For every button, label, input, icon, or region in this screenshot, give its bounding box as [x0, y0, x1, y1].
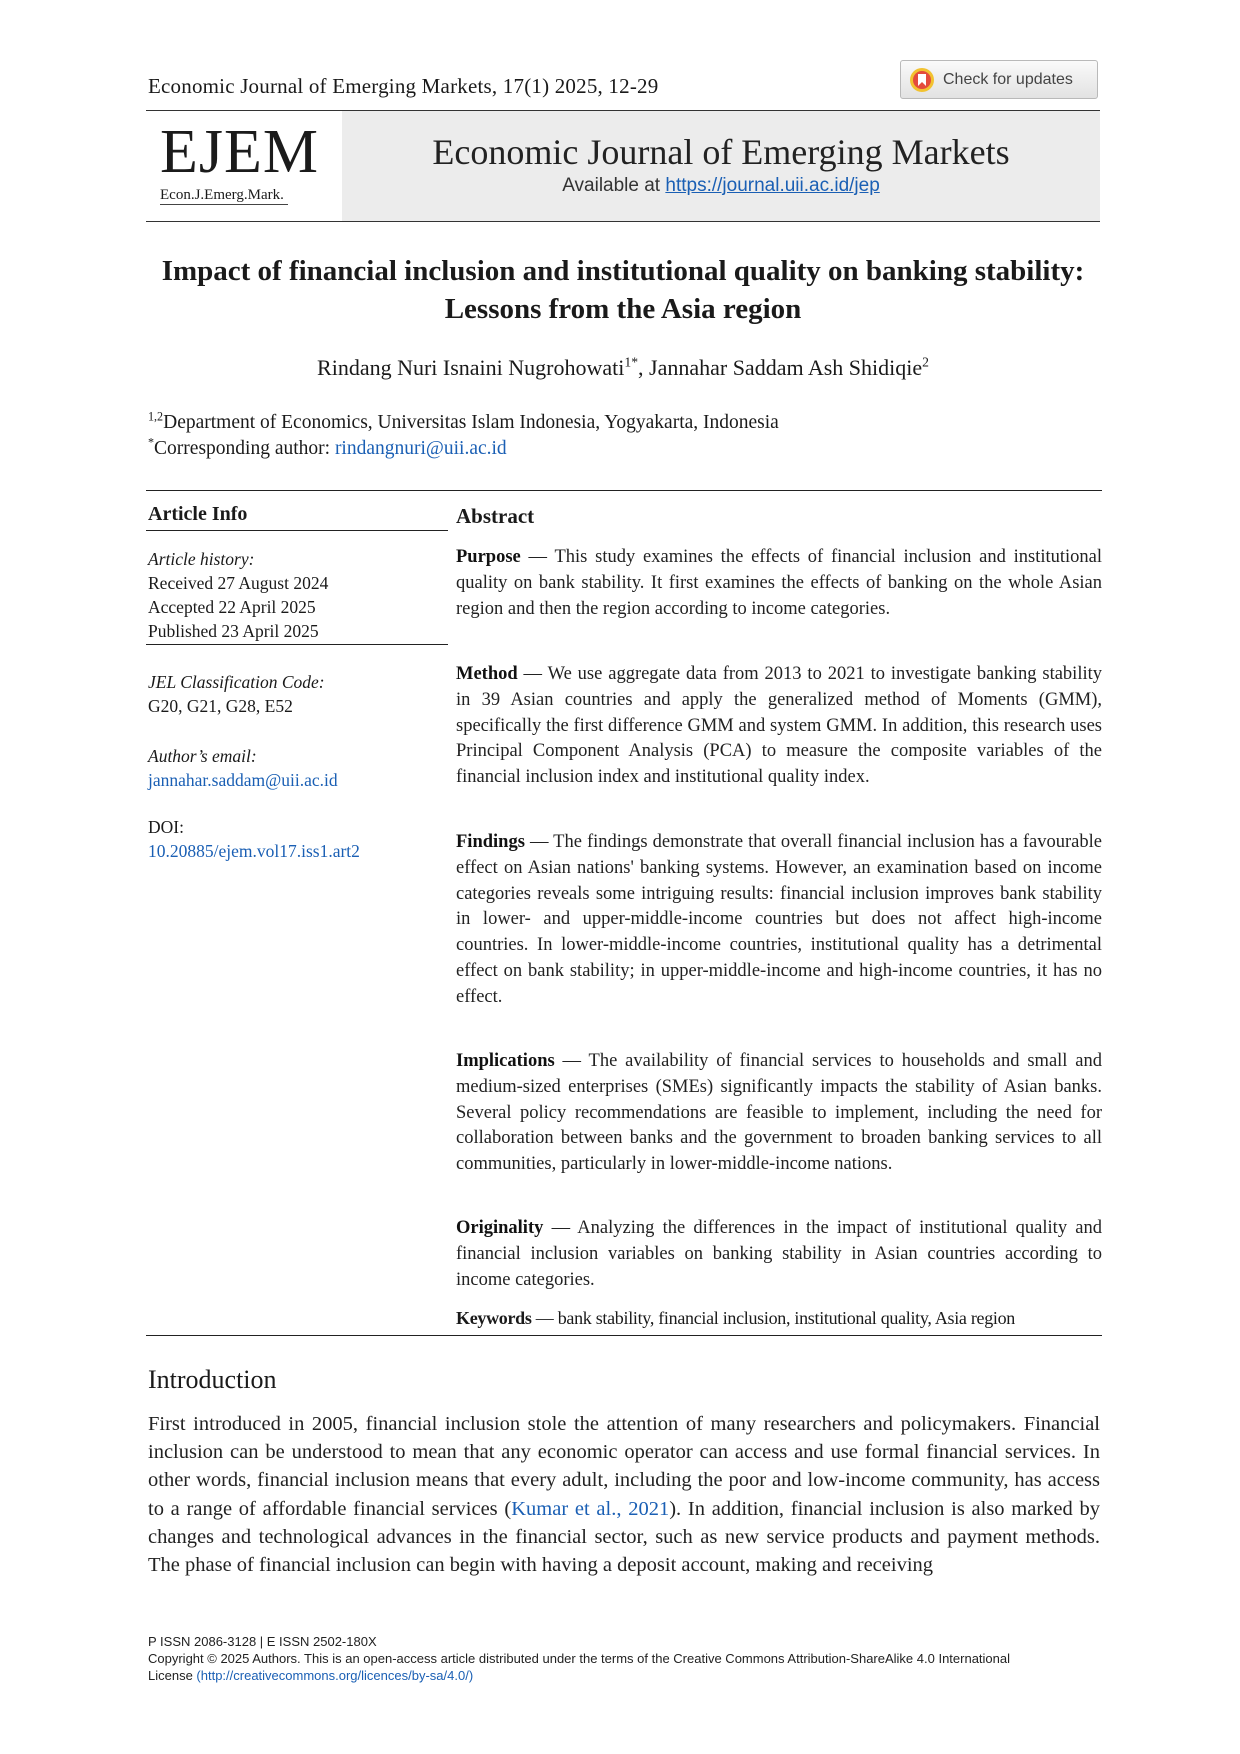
published-date: Published 23 April 2025: [148, 621, 319, 641]
logo-subtitle: Econ.J.Emerg.Mark.: [160, 187, 288, 205]
issn-line: P ISSN 2086-3128 | E ISSN 2502-180X: [148, 1634, 377, 1649]
author-list: [146, 355, 1100, 381]
available-label: Available at: [562, 175, 661, 196]
author-name: Rindang Nuri Isnaini Nugrohowati: [317, 355, 625, 380]
corresponding-email-link[interactable]: rindangnuri@uii.ac.id: [334, 438, 507, 459]
license-link[interactable]: (http://creativecommons.org/licences/by-sa/4.0/): [196, 1668, 474, 1683]
license-line: [148, 1667, 1098, 1684]
masthead: [146, 111, 1100, 221]
abstract-box-bottom-rule: [146, 1335, 1102, 1336]
running-head: Economic Journal of Emerging Markets, 17(1) 2025, 12-29: [148, 74, 659, 98]
abstract-heading: Abstract: [456, 504, 535, 528]
abstract-section-text: — The availability of financial services to households and small and medium-sized enterprises (SMEs) significantly impacts the stability of Asian banks. Several policy recommendations are feasible to implement, including the need for collaboration between banks and the government to broaden banking services to all communities, particularly in lower-middle-income nations.: [456, 1051, 1102, 1175]
abstract-box-top-rule: [146, 490, 1102, 491]
author-email-block: [148, 744, 448, 792]
author-affiliation-mark: 2: [922, 354, 929, 370]
article-title: Impact of financial inclusion and institutional quality on banking stability: Lessons from the Asia region: [161, 255, 1085, 325]
page-footer: [148, 1633, 1098, 1684]
journal-title: Economic Journal of Emerging Markets: [432, 132, 1010, 172]
article-history-label: Article history:: [148, 549, 255, 569]
abstract-section-label: Purpose: [456, 547, 521, 567]
check-updates-icon: [909, 67, 935, 93]
availability-line: [342, 175, 1100, 197]
corresponding-author-line: [148, 436, 779, 462]
license-label: License: [148, 1668, 197, 1683]
abstract-section-label: Findings: [456, 832, 525, 852]
abstract-originality: [456, 1216, 1102, 1293]
abstract-implications: [456, 1049, 1102, 1178]
article-info-heading: Article Info: [148, 503, 248, 525]
jel-label: JEL Classification Code:: [148, 672, 325, 692]
keywords-label: Keywords: [456, 1308, 532, 1328]
logo-text: EJEM: [160, 118, 319, 186]
affiliation-line: [148, 410, 779, 436]
corresponding-label: Corresponding author:: [154, 438, 335, 459]
doi-label: DOI:: [148, 817, 184, 837]
abstract-section-text: — The findings demonstrate that overall financial inclusion has a favourable effect on Asian nations' banking systems. However, an examination based on income categories reveals some intriguing results: financial inclusion improves bank stability in lower- and upper-middle-income countries but does not affect high-income countries. In lower-middle-income countries, institutional quality has a detrimental effect on bank stability; in upper-middle-income and high-income countries, it has no effect.: [456, 832, 1102, 1007]
jel-classification: [148, 670, 448, 718]
abstract-method: [456, 662, 1102, 791]
introduction-text: ). In addition, financial inclusion is also marked by changes and technological advances in the financial sector, such as new service products and payment methods. The phase of financial inclusion can begin with having a deposit account, making and receiving: [148, 1497, 1100, 1577]
check-updates-label: Check for updates: [943, 70, 1073, 88]
abstract-section-label: Method: [456, 664, 518, 684]
journal-logo: [160, 118, 330, 205]
abstract-section-text: — We use aggregate data from 2013 to 2021 to investigate banking stability in 39 Asian countries and apply the generalized method of Moments (GMM), specifically the first difference GMM and system GMM. In addition, this research uses Principal Component Analysis (PCA) to measure the composite variables of the financial inclusion index and institutional quality index.: [456, 664, 1102, 788]
author-email-link[interactable]: jannahar.saddam@uii.ac.id: [148, 770, 338, 790]
keywords-line: [456, 1308, 1102, 1329]
corresponding-mark: *: [148, 435, 155, 450]
abstract-findings: [456, 830, 1102, 1011]
introduction-paragraph: [148, 1410, 1100, 1579]
affiliation-text: Department of Economics, Universitas Islam Indonesia, Yogyakarta, Indonesia: [163, 412, 779, 433]
introduction-heading: Introduction: [148, 1365, 277, 1394]
affiliation-block: [148, 410, 779, 462]
header-rule-bottom: [146, 221, 1100, 222]
article-info-heading-rule: [146, 530, 448, 531]
jel-codes: G20, G21, G28, E52: [148, 696, 293, 716]
copyright-line: Copyright © 2025 Authors. This is an open-access article distributed under the terms of the Creative Commons Attribution-ShareAlike 4.0 International: [148, 1651, 1011, 1666]
author-email-label: Author’s email:: [148, 746, 257, 766]
article-history-rule: [146, 644, 448, 645]
journal-url-link[interactable]: https://journal.uii.ac.id/jep: [665, 175, 880, 196]
abstract-section-text: — Analyzing the differences in the impact of institutional quality and financial inclusion variables on banking stability in Asian countries according to income categories.: [456, 1218, 1102, 1290]
affiliation-mark: 1,2: [148, 409, 164, 424]
doi-link[interactable]: 10.20885/ejem.vol17.iss1.art2: [148, 841, 360, 861]
author-affiliation-mark: 1*: [624, 354, 639, 370]
abstract-section-label: Implications: [456, 1051, 555, 1071]
accepted-date: Accepted 22 April 2025: [148, 597, 316, 617]
abstract-purpose: [456, 545, 1102, 622]
article-history: [148, 547, 448, 643]
citation-link[interactable]: Kumar et al., 2021: [511, 1497, 670, 1520]
check-for-updates-button[interactable]: [900, 60, 1098, 99]
introduction-text: First introduced in 2005, financial inclusion stole the attention of many researchers and policymakers. Financial inclusion can be understood to mean that any economic operator can access and use formal financial services. In other words, financial inclusion means that every adult, including the poor and low-income community, has access to a range of affordable financial services (: [148, 1413, 1100, 1520]
keywords-text: — bank stability, financial inclusion, institutional quality, Asia region: [531, 1308, 1016, 1328]
abstract-section-label: Originality: [456, 1218, 544, 1238]
received-date: Received 27 August 2024: [148, 573, 329, 593]
author-separator: ,: [638, 355, 650, 380]
author-name: Jannahar Saddam Ash Shidiqie: [649, 355, 923, 380]
doi-block: [148, 815, 448, 863]
abstract-section-text: — This study examines the effects of financial inclusion and institutional quality on bank stability. It first examines the effects of banking on the whole Asian region and then the region according to income categories.: [456, 547, 1102, 619]
